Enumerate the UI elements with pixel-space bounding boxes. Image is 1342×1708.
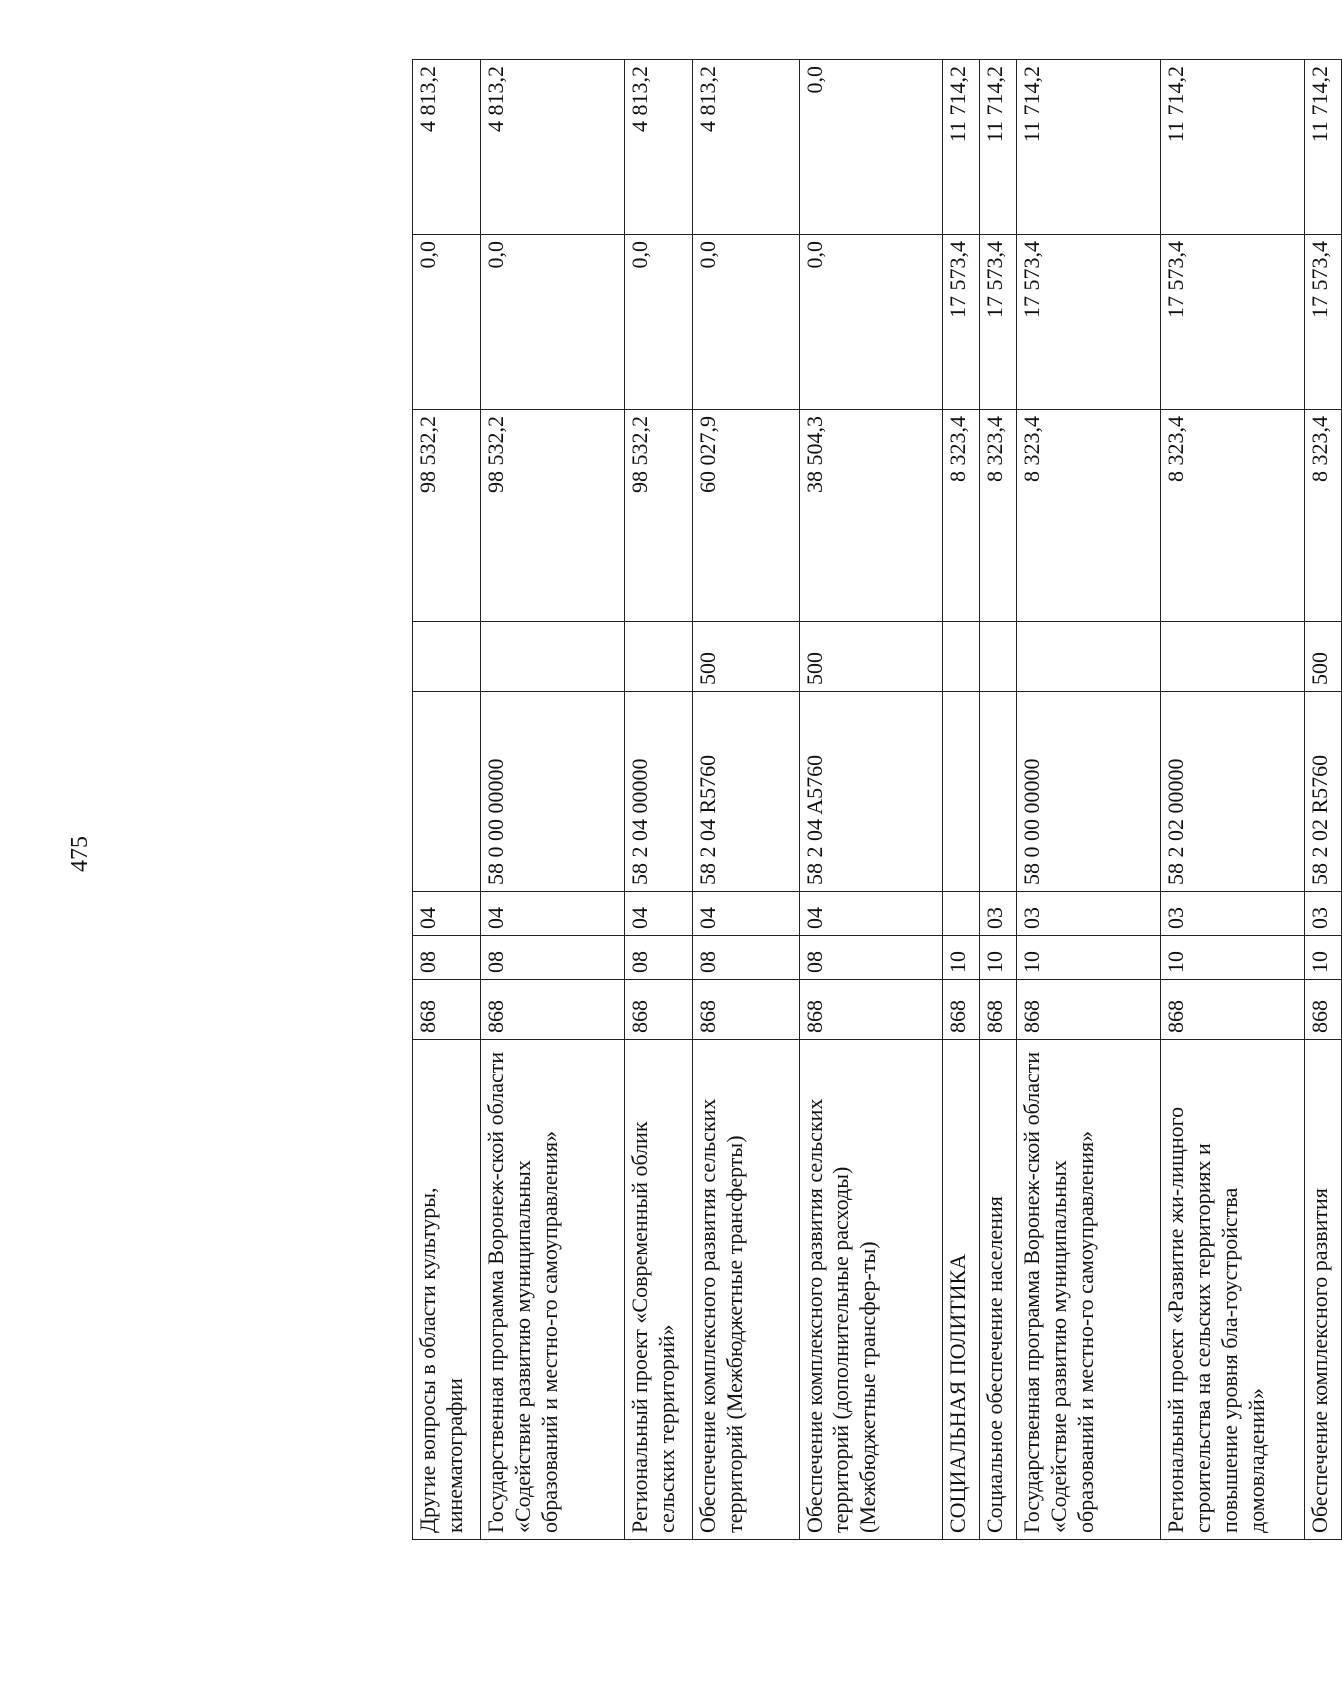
target-article-code: 58 0 00 00000: [1017, 692, 1161, 892]
subsection-code: 04: [413, 892, 481, 936]
table-row: [624, 60, 692, 1540]
ministry-code: 868: [481, 980, 625, 1040]
section-code: 10: [980, 936, 1017, 980]
amount-year-2: 17 573,4: [980, 235, 1017, 410]
table-row: [799, 60, 943, 1540]
subsection-code: 03: [1305, 892, 1342, 936]
section-code: 10: [1017, 936, 1161, 980]
amount-year-2: 17 573,4: [943, 235, 980, 410]
row-name: Региональный проект «Развитие жи-лищного строительства на сельских территориях и повышение уровня бла-гоустройства домовладений»: [1161, 1040, 1305, 1540]
row-name: Обеспечение комплексного развития: [1305, 1040, 1342, 1540]
amount-year-3: 11 714,2: [1017, 60, 1161, 235]
ministry-code: 868: [1017, 980, 1161, 1040]
target-article-code: [413, 692, 481, 892]
expense-type-code: 500: [692, 622, 799, 692]
expense-type-code: [624, 622, 692, 692]
row-name: Обеспечение комплексного развития сельских территорий (Межбюджетные трансферты): [692, 1040, 799, 1540]
ministry-code: 868: [624, 980, 692, 1040]
ministry-code: 868: [1305, 980, 1342, 1040]
section-code: 08: [481, 936, 625, 980]
subsection-code: 03: [1161, 892, 1305, 936]
row-name: Обеспечение комплексного развития сельских территорий (дополнительные расходы) (Межбюджетные трансфер-ты): [799, 1040, 943, 1540]
subsection-code: 03: [980, 892, 1017, 936]
table-row: [980, 60, 1017, 1540]
amount-year-1: 98 532,2: [413, 410, 481, 622]
ministry-code: 868: [980, 980, 1017, 1040]
subsection-code: [943, 892, 980, 936]
amount-year-2: 0,0: [799, 235, 943, 410]
amount-year-1: 8 323,4: [980, 410, 1017, 622]
table-row: [1305, 60, 1342, 1540]
amount-year-3: 11 714,2: [943, 60, 980, 235]
amount-year-1: 8 323,4: [1017, 410, 1161, 622]
amount-year-2: 17 573,4: [1305, 235, 1342, 410]
expense-type-code: [1017, 622, 1161, 692]
ministry-code: 868: [692, 980, 799, 1040]
page-number: 475: [67, 836, 93, 872]
rotated-table-container: [412, 60, 1342, 1540]
table-row: [481, 60, 625, 1540]
amount-year-3: 0,0: [799, 60, 943, 235]
table-row: [692, 60, 799, 1540]
table-row: [1161, 60, 1305, 1540]
target-article-code: 58 2 04 00000: [624, 692, 692, 892]
section-code: 10: [1305, 936, 1342, 980]
ministry-code: 868: [413, 980, 481, 1040]
section-code: 08: [799, 936, 943, 980]
table-row: [943, 60, 980, 1540]
target-article-code: 58 2 02 R5760: [1305, 692, 1342, 892]
amount-year-2: 0,0: [624, 235, 692, 410]
subsection-code: 04: [481, 892, 625, 936]
amount-year-3: 11 714,2: [980, 60, 1017, 235]
section-code: 10: [943, 936, 980, 980]
subsection-code: 04: [624, 892, 692, 936]
amount-year-3: 4 813,2: [413, 60, 481, 235]
amount-year-2: 17 573,4: [1017, 235, 1161, 410]
amount-year-1: 38 504,3: [799, 410, 943, 622]
section-code: 10: [1161, 936, 1305, 980]
section-code: 08: [413, 936, 481, 980]
target-article-code: 58 2 04 A5760: [799, 692, 943, 892]
amount-year-1: 8 323,4: [1305, 410, 1342, 622]
ministry-code: 868: [799, 980, 943, 1040]
expense-type-code: [943, 622, 980, 692]
target-article-code: 58 2 04 R5760: [692, 692, 799, 892]
expense-type-code: [980, 622, 1017, 692]
target-article-code: 58 2 02 00000: [1161, 692, 1305, 892]
section-code: 08: [624, 936, 692, 980]
amount-year-2: 0,0: [481, 235, 625, 410]
amount-year-1: 98 532,2: [481, 410, 625, 622]
expense-type-code: 500: [799, 622, 943, 692]
expense-type-code: [1161, 622, 1305, 692]
ministry-code: 868: [943, 980, 980, 1040]
subsection-code: 04: [799, 892, 943, 936]
amount-year-2: 17 573,4: [1161, 235, 1305, 410]
amount-year-2: 0,0: [692, 235, 799, 410]
amount-year-3: 4 813,2: [624, 60, 692, 235]
subsection-code: 03: [1017, 892, 1161, 936]
section-code: 08: [692, 936, 799, 980]
expense-type-code: [413, 622, 481, 692]
amount-year-3: 4 813,2: [481, 60, 625, 235]
amount-year-1: 60 027,9: [692, 410, 799, 622]
expense-type-code: 500: [1305, 622, 1342, 692]
amount-year-1: 8 323,4: [943, 410, 980, 622]
amount-year-1: 98 532,2: [624, 410, 692, 622]
row-name: Другие вопросы в области культуры, кинематографии: [413, 1040, 481, 1540]
amount-year-2: 0,0: [413, 235, 481, 410]
row-name: Региональный проект «Современный облик сельских территорий»: [624, 1040, 692, 1540]
amount-year-3: 11 714,2: [1161, 60, 1305, 235]
row-name: Государственная программа Воронеж-ской области «Содействие развитию муниципальных образований и местно-го самоуправления»: [481, 1040, 625, 1540]
target-article-code: 58 0 00 00000: [481, 692, 625, 892]
amount-year-3: 4 813,2: [692, 60, 799, 235]
subsection-code: 04: [692, 892, 799, 936]
target-article-code: [980, 692, 1017, 892]
target-article-code: [943, 692, 980, 892]
row-name: СОЦИАЛЬНАЯ ПОЛИТИКА: [943, 1040, 980, 1540]
row-name: Государственная программа Воронеж-ской области «Содействие развитию муниципальных образований и местно-го самоуправления»: [1017, 1040, 1161, 1540]
row-name: Социальное обеспечение населения: [980, 1040, 1017, 1540]
amount-year-1: 8 323,4: [1161, 410, 1305, 622]
amount-year-3: 11 714,2: [1305, 60, 1342, 235]
expense-type-code: [481, 622, 625, 692]
table-row: [413, 60, 481, 1540]
budget-table: [412, 59, 1342, 1540]
ministry-code: 868: [1161, 980, 1305, 1040]
table-row: [1017, 60, 1161, 1540]
